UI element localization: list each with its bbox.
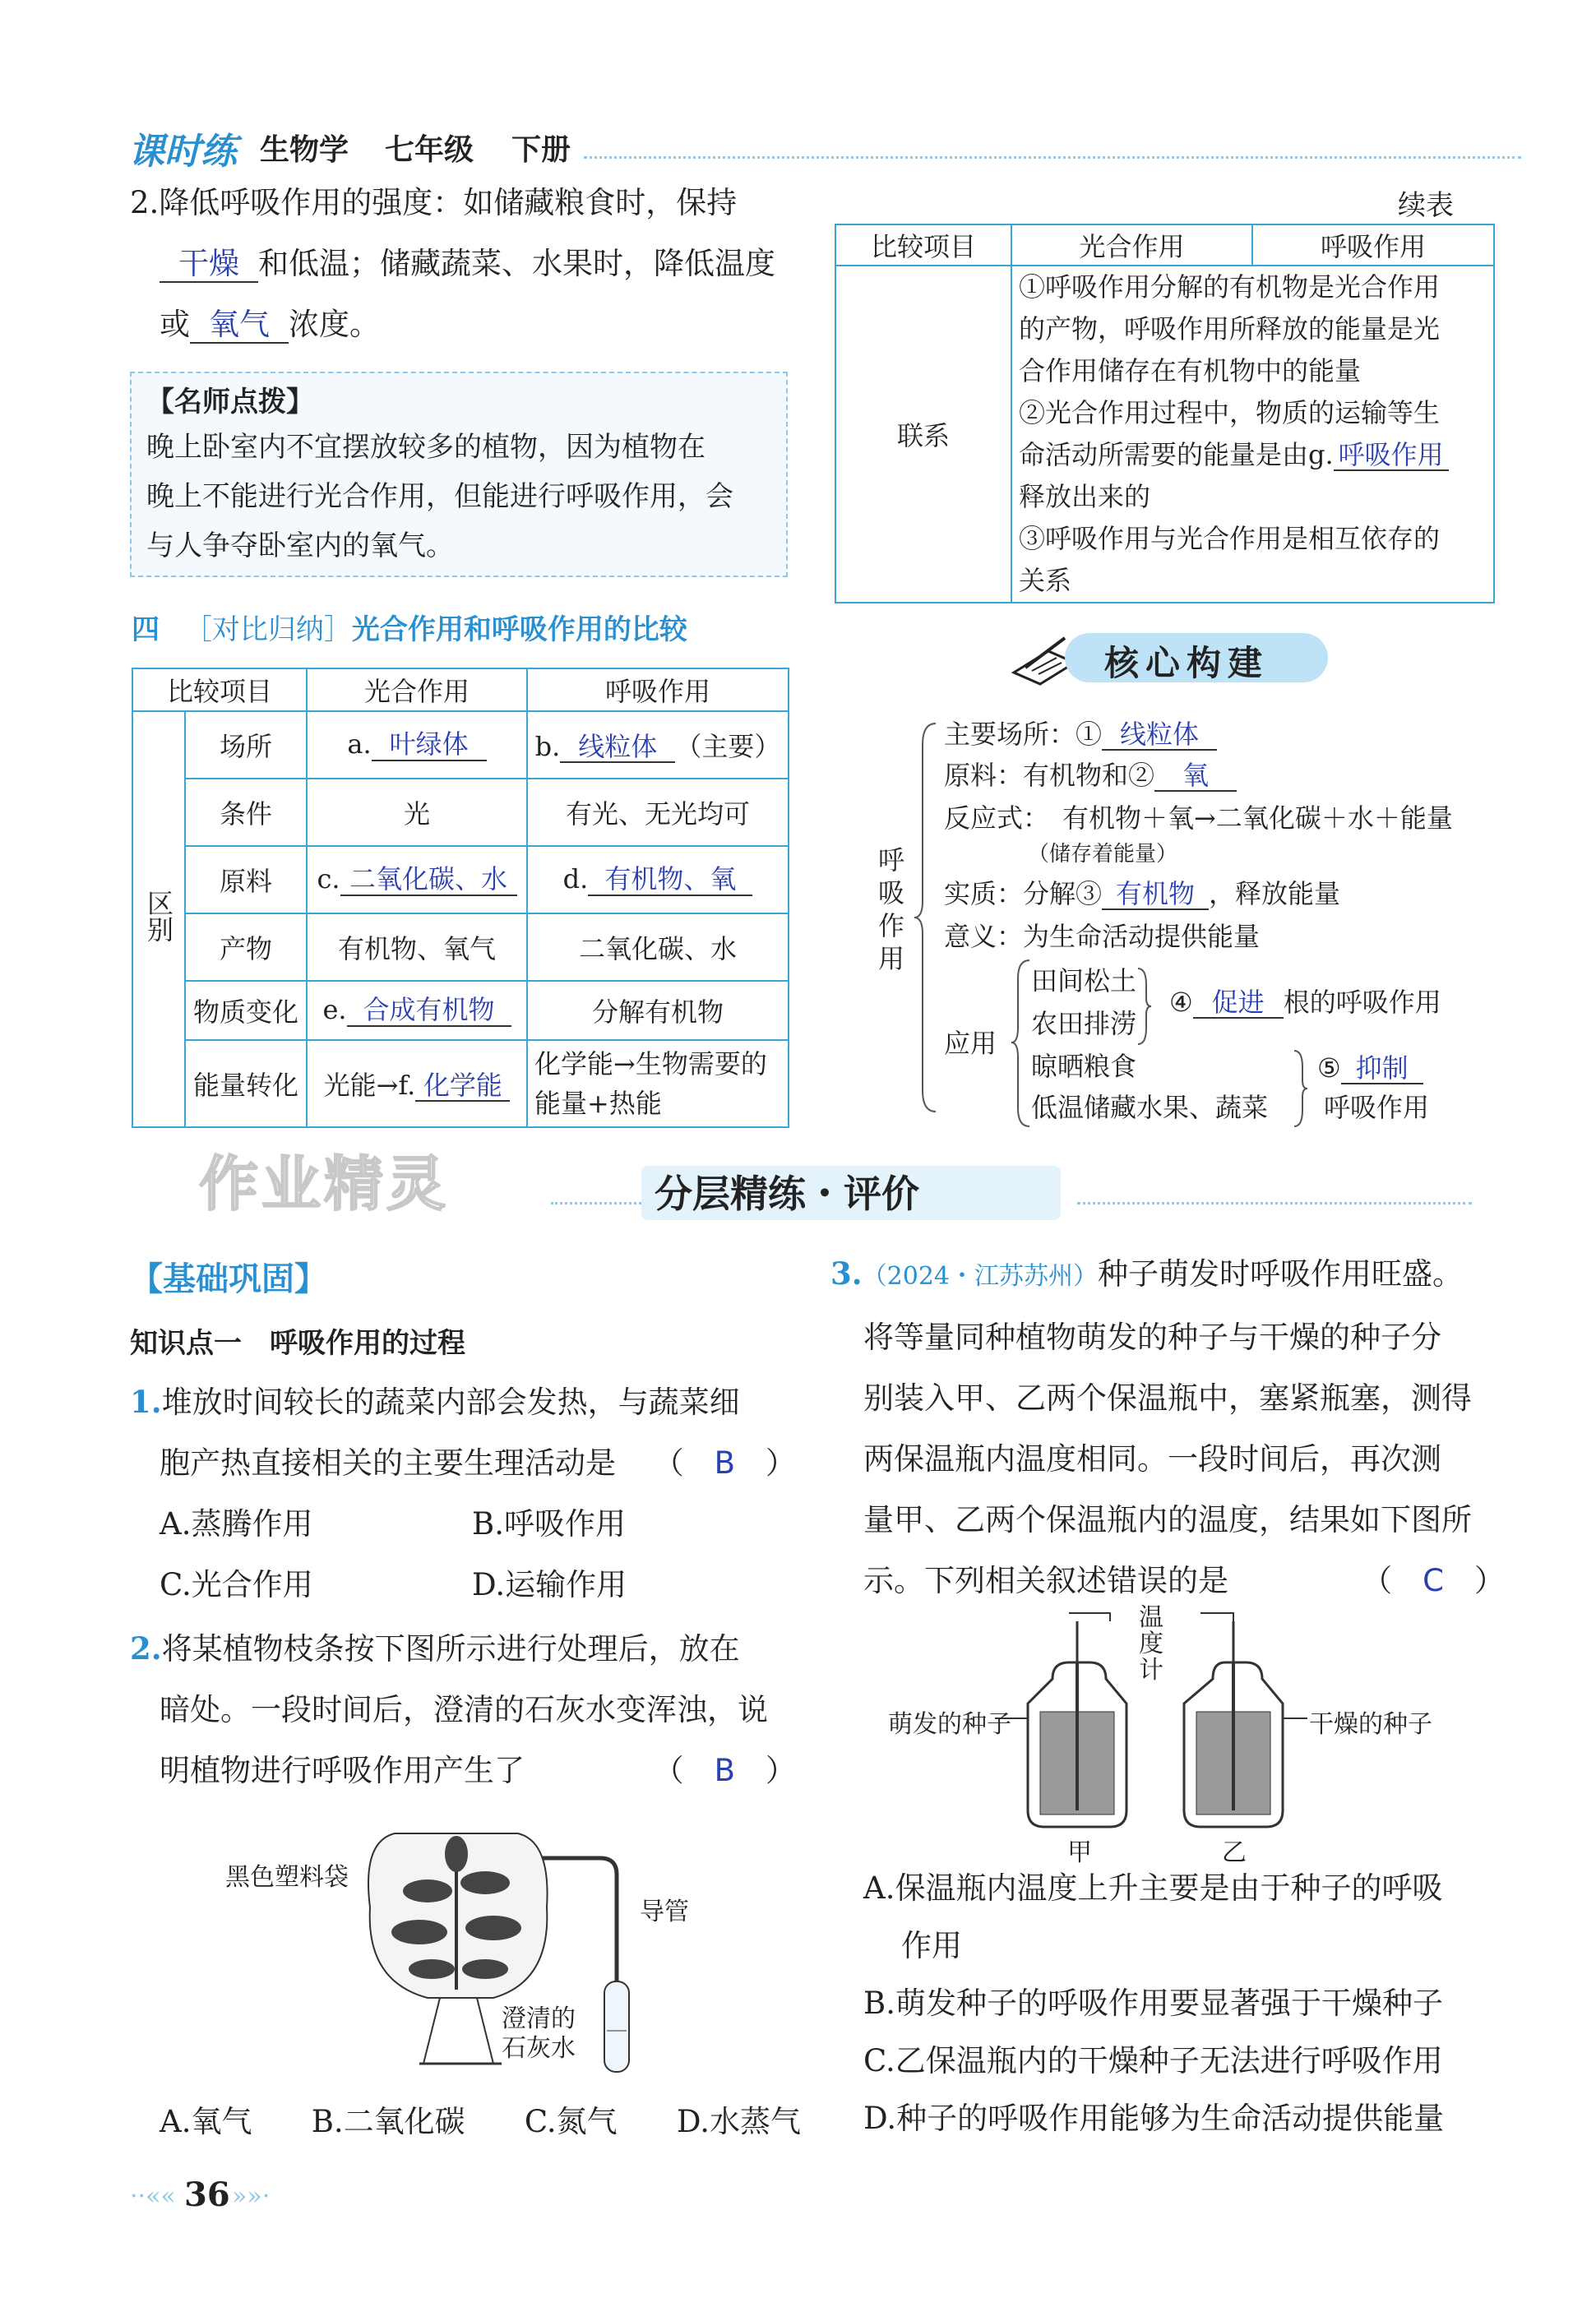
row-mat-photo [307, 846, 527, 913]
core-title-banner [1007, 626, 1336, 689]
row-mat-resp [527, 846, 789, 913]
q3-options [863, 1860, 1513, 2147]
prefix-d: d. [562, 863, 589, 895]
row-site-resp [527, 711, 789, 779]
answer-b: 线粒体 [560, 733, 675, 763]
fig-label-thermo3: 计 [1139, 1656, 1163, 1685]
fig-label-lime1: 澄清的 [502, 2004, 576, 2033]
core-inhibit-suffix: 呼吸作用 [1324, 1092, 1430, 1123]
header-divider [584, 156, 1521, 159]
core-app4: 低温储藏水果、蔬菜 [1031, 1092, 1269, 1123]
answer-c: 二氧化碳、水 [340, 865, 517, 895]
core-map [863, 704, 1521, 1131]
banner-line-right [1077, 1202, 1472, 1204]
core-app1: 田间松土 [1031, 965, 1137, 996]
page-number: 36 [184, 2175, 230, 2214]
fig-label-dry: 干燥的种子 [1309, 1710, 1432, 1739]
q1-text1: 堆放时间较长的蔬菜内部会发热，与蔬菜细 [161, 1385, 740, 1420]
fig-label-germ: 萌发的种子 [888, 1710, 1011, 1739]
q2-option-d[interactable]: D.水蒸气 [676, 2104, 801, 2139]
fig-label-yi: 乙 [1222, 1838, 1247, 1867]
q2-num: 2. [130, 1630, 162, 1667]
knowledge-title: 知识点一 呼吸作用的过程 [130, 1327, 465, 1360]
row-energy-photo [307, 1040, 527, 1127]
core-meaning: 意义：为生命活动提供能量 [944, 921, 1261, 952]
banner-title: 分层精练・评价 [655, 1172, 919, 1216]
q3-option-d[interactable]: D.种子的呼吸作用能够为生命活动提供能量 [863, 2101, 1445, 2136]
section4-num: 四 [132, 613, 160, 646]
q3-line4: 两保温瓶内温度相同。一段时间后，再次测 [863, 1441, 1441, 1477]
suffix-main: （主要） [675, 731, 781, 762]
core-root-text: 呼吸作用 [878, 844, 905, 974]
watermark: 作业精灵 [199, 1149, 450, 1218]
core-brace-main [911, 720, 944, 1115]
answer-e: 合成有机物 [347, 996, 511, 1026]
q1-num: 1. [130, 1384, 162, 1420]
core-promote [1169, 982, 1441, 1023]
core-material [944, 755, 1237, 796]
answer-f: 化学能 [415, 1071, 510, 1102]
tip-box [130, 372, 788, 577]
row-prod-resp: 二氧化碳、水 [527, 913, 789, 981]
q3-text6: 示。下列相关叙述错误的是 [863, 1563, 1228, 1598]
prefix-e: e. [322, 994, 347, 1026]
q3-answer: C [1423, 1563, 1444, 1598]
prefix-c: c. [317, 863, 340, 895]
fig-label-thermo2: 度 [1139, 1630, 1163, 1658]
q3-block [830, 1243, 1505, 1611]
q3-line5: 量甲、乙两个保温瓶内的温度，结果如下图所 [863, 1502, 1472, 1537]
row-site-photo [307, 711, 527, 779]
fig-label-thermo1: 温 [1139, 1603, 1163, 1632]
core-essence [944, 873, 1340, 914]
core-brace-inhibit [1293, 1047, 1309, 1130]
item2-or: 或 [160, 307, 190, 342]
q2-text3: 明植物进行呼吸作用产生了 [160, 1753, 525, 1788]
core-promote-label: ④ [1169, 987, 1193, 1018]
section4-tag: ［对比归纳］ [183, 613, 352, 646]
row-mat-item: 原料 [185, 846, 307, 913]
q2-figure [222, 1817, 732, 2080]
q1-answer: B [714, 1445, 735, 1481]
contact-line2: 的产物，呼吸作用所释放的能量是光 [1019, 313, 1441, 344]
answer-2: 氧 [1154, 761, 1237, 792]
core-brace-promote [1136, 965, 1153, 1047]
prefix-a: a. [347, 728, 372, 761]
q3-figure [888, 1597, 1464, 1867]
core-site-label: 主要场所：① [944, 719, 1103, 750]
q3-option-c[interactable]: C.乙保温瓶内的干燥种子无法进行呼吸作用 [863, 2043, 1443, 2078]
core-site [944, 714, 1217, 755]
tip-line1: 晚上卧室内不宜摆放较多的植物，因为植物在 [146, 431, 705, 464]
q2-line1 [130, 1618, 796, 1680]
row-change-resp: 分解有机物 [527, 981, 789, 1040]
q2-option-b[interactable]: B.二氧化碳 [311, 2104, 465, 2139]
answer-g: 呼吸作用 [1334, 441, 1449, 471]
tip-line3: 与人争夺卧室内的氧气。 [146, 529, 454, 562]
q2-options [160, 2092, 801, 2152]
q1-option-a[interactable]: A.蒸腾作用 [160, 1506, 313, 1542]
cth-resp: 呼吸作用 [1252, 224, 1494, 266]
item2-conc: 浓度。 [289, 307, 380, 342]
answer-a: 叶绿体 [372, 730, 487, 761]
q2-option-a[interactable]: A.氧气 [160, 2104, 252, 2139]
q3-line3: 别装入甲、乙两个保温瓶中，塞紧瓶塞，测得 [863, 1380, 1472, 1416]
contact-line8: 关系 [1019, 565, 1072, 596]
th-resp: 呼吸作用 [527, 668, 789, 711]
continued-table [835, 224, 1495, 603]
row-cond-item: 条件 [185, 779, 307, 846]
tip-line2: 晚上不能进行光合作用，但能进行呼吸作用，会 [146, 480, 733, 513]
core-app-label: 应用 [944, 1028, 997, 1059]
q2-line2: 暗处。一段时间后，澄清的石灰水变浑浊，说 [160, 1692, 768, 1727]
answer-oxygen: 氧气 [190, 308, 289, 344]
item2-block [130, 173, 804, 355]
contact-line6: 释放出来的 [1019, 481, 1151, 512]
core-essence-label: 实质：分解③ [944, 878, 1103, 909]
header [123, 122, 1521, 171]
answer-d: 有机物、氧 [588, 865, 752, 895]
page-number-area [130, 2171, 294, 2220]
answer-1: 线粒体 [1102, 720, 1217, 751]
q1-line1 [130, 1371, 796, 1433]
q3-line1 [830, 1243, 1505, 1307]
q3-answer-box: （ C ） [1362, 1563, 1505, 1598]
q3-source: （2024・江苏苏州） [862, 1262, 1098, 1291]
core-title: 核心构建 [1104, 643, 1270, 683]
page-deco-right: »»· [232, 2182, 271, 2211]
answer-5: 抑制 [1341, 1054, 1423, 1084]
item2-line3 [130, 294, 804, 355]
core-inhibit-label: ⑤ [1317, 1052, 1341, 1084]
contact-line7: ③呼吸作用与光合作用是相互依存的 [1019, 523, 1441, 554]
continued-label: 续表 [1398, 189, 1454, 222]
contact-label: 联系 [835, 266, 1011, 603]
row-site-item: 场所 [185, 711, 307, 779]
section4-title: 光合作用和呼吸作用的比较 [351, 613, 687, 646]
core-essence-suffix: ，释放能量 [1209, 878, 1341, 909]
core-inhibit [1317, 1047, 1423, 1089]
contact-line3: 合作用储存在有机物中的能量 [1019, 355, 1362, 386]
q3-option-a-cont: 作用 [901, 1928, 962, 1963]
core-eq-note: （储存着能量） [1028, 842, 1178, 867]
tip-title: 【名师点拨】 [146, 386, 314, 418]
group-cell [132, 711, 185, 1127]
row-energy-item: 能量转化 [185, 1040, 307, 1127]
header-logo: 课时练 [128, 131, 237, 173]
prefix-f: 光能→f. [323, 1070, 416, 1101]
q3-option-b[interactable]: B.萌发种子的呼吸作用要显著强于干燥种子 [863, 1986, 1443, 2021]
q2-answer: B [714, 1753, 735, 1788]
answer-3: 有机物 [1102, 880, 1209, 910]
contact-line1: ①呼吸作用分解的有机物是光合作用 [1019, 271, 1441, 303]
row-change-item: 物质变化 [185, 981, 307, 1040]
core-app3: 晾晒粮食 [1031, 1051, 1137, 1082]
group-label: 区别 [143, 890, 174, 942]
core-material-label: 原料：有机物和② [944, 760, 1155, 791]
cth-photo: 光合作用 [1011, 224, 1252, 266]
q3-option-a[interactable]: A.保温瓶内温度上升主要是由于种子的呼吸 [863, 1870, 1443, 1906]
basic-title: 【基础巩固】 [130, 1260, 327, 1298]
section4-heading [132, 607, 687, 647]
core-promote-suffix: 根的呼吸作用 [1283, 987, 1441, 1018]
fig-label-jia: 甲 [1067, 1838, 1092, 1867]
q2-line3 [130, 1741, 796, 1801]
th-item: 比较项目 [132, 668, 307, 711]
contact-line5-text: 命活动所需要的能量是由g. [1019, 439, 1334, 470]
q1-text2: 胞产热直接相关的主要生理活动是 [160, 1445, 616, 1481]
core-equation: 反应式： 有机物＋氧→二氧化碳＋水＋能量 [944, 802, 1453, 834]
q3-text1: 种子萌发时呼吸作用旺盛。 [1098, 1256, 1463, 1292]
header-volume: 下册 [511, 133, 571, 167]
core-root [878, 844, 908, 975]
row-cond-resp: 有光、无光均可 [527, 779, 789, 846]
answer-4: 促进 [1193, 988, 1284, 1019]
q2-answer-box: （ B ） [653, 1753, 796, 1788]
contact-line5 [1019, 434, 1487, 476]
contact-cell [1011, 266, 1494, 603]
q3-num: 3. [830, 1255, 863, 1292]
q1-block [130, 1371, 796, 1616]
item2-lowtemp: 和低温；储藏蔬菜、水果时，降低温度 [258, 246, 775, 281]
q3-line2: 将等量同种植物萌发的种子与干燥的种子分 [863, 1320, 1441, 1355]
compare-table [132, 668, 789, 1128]
contact-line4: ②光合作用过程中，物质的运输等生 [1019, 397, 1441, 428]
row-energy-resp: 化学能→生物需要的能量+热能 [527, 1040, 789, 1127]
q1-line2 [130, 1433, 796, 1494]
row-prod-photo: 有机物、氧气 [307, 913, 527, 981]
q1-option-c[interactable]: C.光合作用 [160, 1567, 313, 1602]
th-photo: 光合作用 [307, 668, 527, 711]
header-grade: 七年级 [385, 133, 474, 167]
q1-answer-box: （ B ） [653, 1445, 796, 1481]
row-cond-photo: 光 [307, 779, 527, 846]
page-deco-left: ··«« [130, 2182, 176, 2211]
answer-dry: 干燥 [160, 247, 258, 283]
q2-option-c[interactable]: C.氮气 [524, 2104, 618, 2139]
q1-options [130, 1494, 796, 1616]
row-change-photo [307, 981, 527, 1040]
section-banner [526, 1158, 1497, 1227]
item2-line1: 2.降低呼吸作用的强度：如储藏粮食时，保持 [130, 185, 738, 220]
q1-option-d[interactable]: D.运输作用 [472, 1567, 627, 1602]
core-app2: 农田排涝 [1031, 1008, 1137, 1039]
fig-label-tube: 导管 [640, 1898, 689, 1926]
q1-option-b[interactable]: B.呼吸作用 [472, 1506, 626, 1542]
q2-block [130, 1618, 796, 1801]
header-subject: 生物学 [260, 133, 349, 167]
fig-label-lime2: 石灰水 [502, 2034, 576, 2063]
prefix-b: b. [534, 731, 561, 762]
item2-line2 [130, 233, 804, 294]
cth-item: 比较项目 [835, 224, 1011, 266]
fig-label-bag: 黑色塑料袋 [225, 1863, 349, 1892]
row-prod-item: 产物 [185, 913, 307, 981]
q2-text1: 将某植物枝条按下图所示进行处理后，放在 [161, 1631, 740, 1667]
